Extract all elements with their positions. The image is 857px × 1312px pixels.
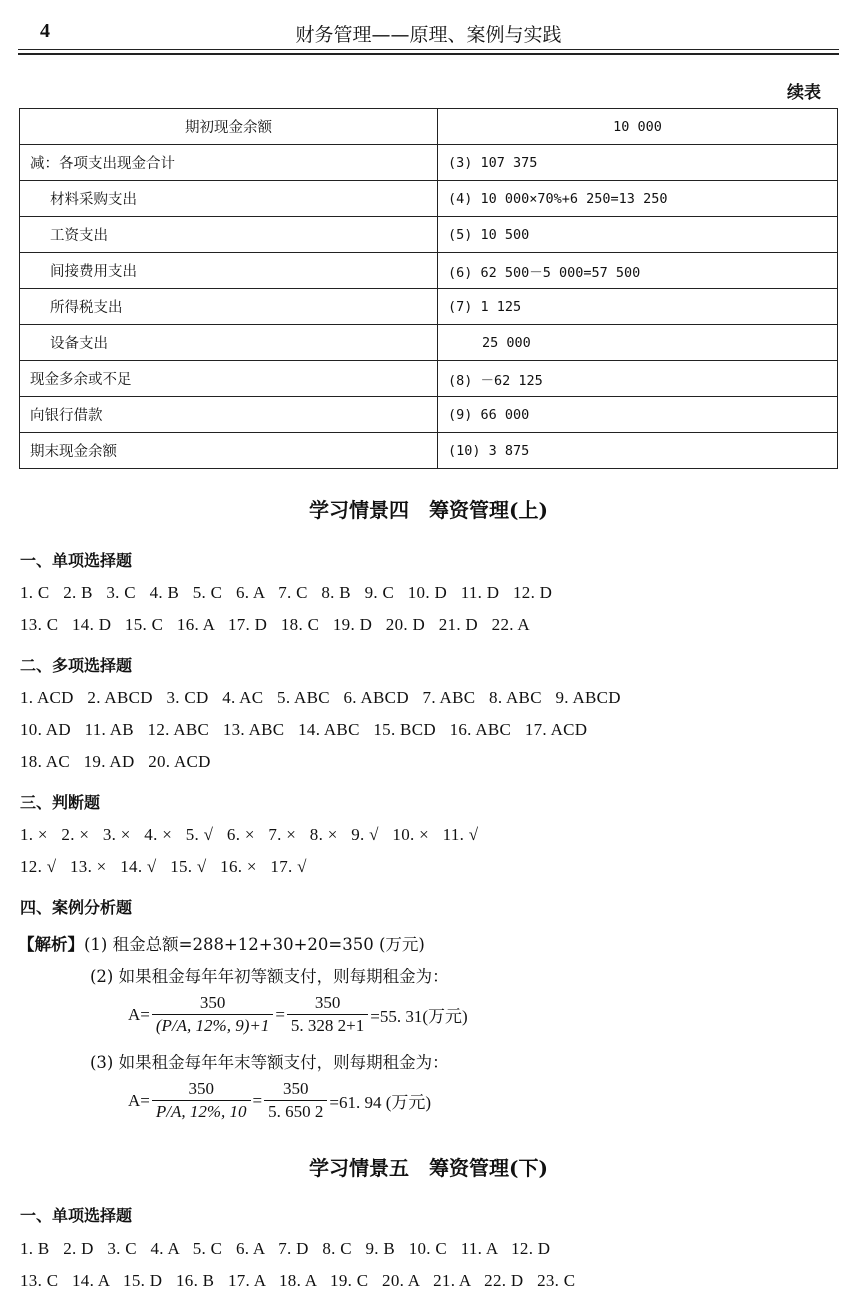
answer-line: 12. √ 13. × 14. √ 15. √ 16. × 17. √ — [20, 857, 307, 876]
row-value: (7) 1 125 — [438, 289, 838, 325]
section-title: 学习情景四 筹资管理(上) — [309, 498, 548, 522]
numerator: 350 — [199, 993, 226, 1012]
table-row — [20, 109, 838, 145]
table-row — [20, 145, 838, 181]
answer-line: 10. AD 11. AB 12. ABC 13. ABC 14. ABC 15. BCD 16. ABC 17. ACD — [20, 720, 588, 739]
table-row — [20, 181, 838, 217]
subsection-heading: 一、单项选择题 — [20, 1206, 133, 1225]
subsection-heading: 四、案例分析题 — [20, 898, 133, 917]
analysis-text: (1) 租金总额=288+12+30+20=350 (万元) — [84, 935, 425, 954]
denominator: 5. 650 2 — [264, 1100, 327, 1122]
table-row — [20, 397, 838, 433]
row-label: 材料采购支出 — [20, 181, 438, 217]
table-row — [20, 433, 838, 469]
denominator: 5. 328 2+1 — [287, 1014, 368, 1036]
answer-line: 13. C 14. A 15. D 16. B 17. A 18. A 19. C 20. A 21. A 22. D 23. C — [20, 1271, 576, 1290]
row-value: (8) －62 125 — [438, 361, 838, 397]
continued-label: 续表 — [787, 83, 821, 103]
row-value: (3) 107 375 — [438, 145, 838, 181]
answer-line: 1. × 2. × 3. × 4. × 5. √ 6. × 7. × 8. × 9. √ 10. × 11. √ — [20, 825, 479, 844]
fraction — [287, 993, 368, 1036]
answer-line: 1. B 2. D 3. C 4. A 5. C 6. A 7. D 8. C 9. B 10. C 11. A 12. D — [20, 1239, 551, 1258]
numerator: 350 — [188, 1079, 214, 1098]
analysis-item: (2) 如果租金每年年初等额支付，则每期租金为： — [90, 967, 449, 986]
subsection-heading: 三、判断题 — [20, 793, 101, 812]
answer-line: 13. C 14. D 15. C 16. A 17. D 18. C 19. D 20. D 21. D 22. A — [20, 615, 530, 634]
analysis-item — [18, 931, 425, 955]
equals-sign: = — [275, 1004, 285, 1024]
table-row — [20, 253, 838, 289]
row-value: (9) 66 000 — [438, 397, 838, 433]
section-title: 学习情景五 筹资管理(下) — [309, 1156, 548, 1180]
analysis-item: (3) 如果租金每年年末等额支付，则每期租金为： — [90, 1053, 449, 1072]
row-label: 减：各项支出现金合计 — [20, 145, 438, 181]
running-title: 财务管理——原理、案例与实践 — [295, 24, 562, 46]
numerator: 350 — [283, 1079, 309, 1098]
row-label: 工资支出 — [20, 217, 438, 253]
row-value: (5) 10 500 — [438, 217, 838, 253]
subsection-heading: 二、多项选择题 — [20, 656, 133, 675]
denominator: P/A, 12%, 10 — [152, 1100, 251, 1122]
fraction — [152, 993, 273, 1036]
formula-lhs: A= — [128, 1004, 150, 1024]
subsection-heading: 一、单项选择题 — [20, 551, 133, 570]
equals-sign: = — [252, 1090, 263, 1110]
row-label: 期初现金余额 — [20, 109, 438, 145]
formula-lhs: A= — [128, 1090, 150, 1110]
row-value: (4) 10 000×70%+6 250=13 250 — [438, 181, 838, 217]
fraction — [264, 1079, 327, 1122]
row-label: 间接费用支出 — [20, 253, 438, 289]
cash-budget-table — [19, 108, 838, 469]
row-value: 10 000 — [438, 109, 838, 145]
row-label: 现金多余或不足 — [20, 361, 438, 397]
answer-line: 18. AC 19. AD 20. ACD — [20, 752, 211, 771]
answer-line: 1. ACD 2. ABCD 3. CD 4. AC 5. ABC 6. ABCD 7. ABC 8. ABC 9. ABCD — [20, 688, 621, 707]
row-value: (6) 62 500－5 000=57 500 — [438, 253, 838, 289]
row-label: 所得税支出 — [20, 289, 438, 325]
row-value: (10) 3 875 — [438, 433, 838, 469]
row-label: 向银行借款 — [20, 397, 438, 433]
row-label: 期末现金余额 — [20, 433, 438, 469]
table-row — [20, 289, 838, 325]
row-value: 25 000 — [438, 325, 838, 361]
page-header — [18, 14, 839, 50]
numerator: 350 — [314, 993, 341, 1012]
header-rule-thick — [18, 53, 839, 55]
formula-result: =61. 94 (万元) — [329, 1093, 432, 1112]
formula-annuity-due — [128, 993, 468, 1036]
answer-line: 1. C 2. B 3. C 4. B 5. C 6. A 7. C 8. B 9. C 10. D 11. D 12. D — [20, 583, 553, 602]
fraction — [152, 1079, 251, 1122]
formula-result: =55. 31(万元) — [370, 1007, 468, 1026]
analysis-label: 【解析】 — [18, 935, 84, 954]
table-row — [20, 325, 838, 361]
denominator: (P/A, 12%, 9)+1 — [152, 1014, 273, 1036]
table-row — [20, 361, 838, 397]
table-row — [20, 217, 838, 253]
page-number: 4 — [40, 20, 50, 42]
header-rule-thin — [18, 49, 839, 50]
formula-ordinary-annuity — [128, 1079, 431, 1122]
row-label: 设备支出 — [20, 325, 438, 361]
